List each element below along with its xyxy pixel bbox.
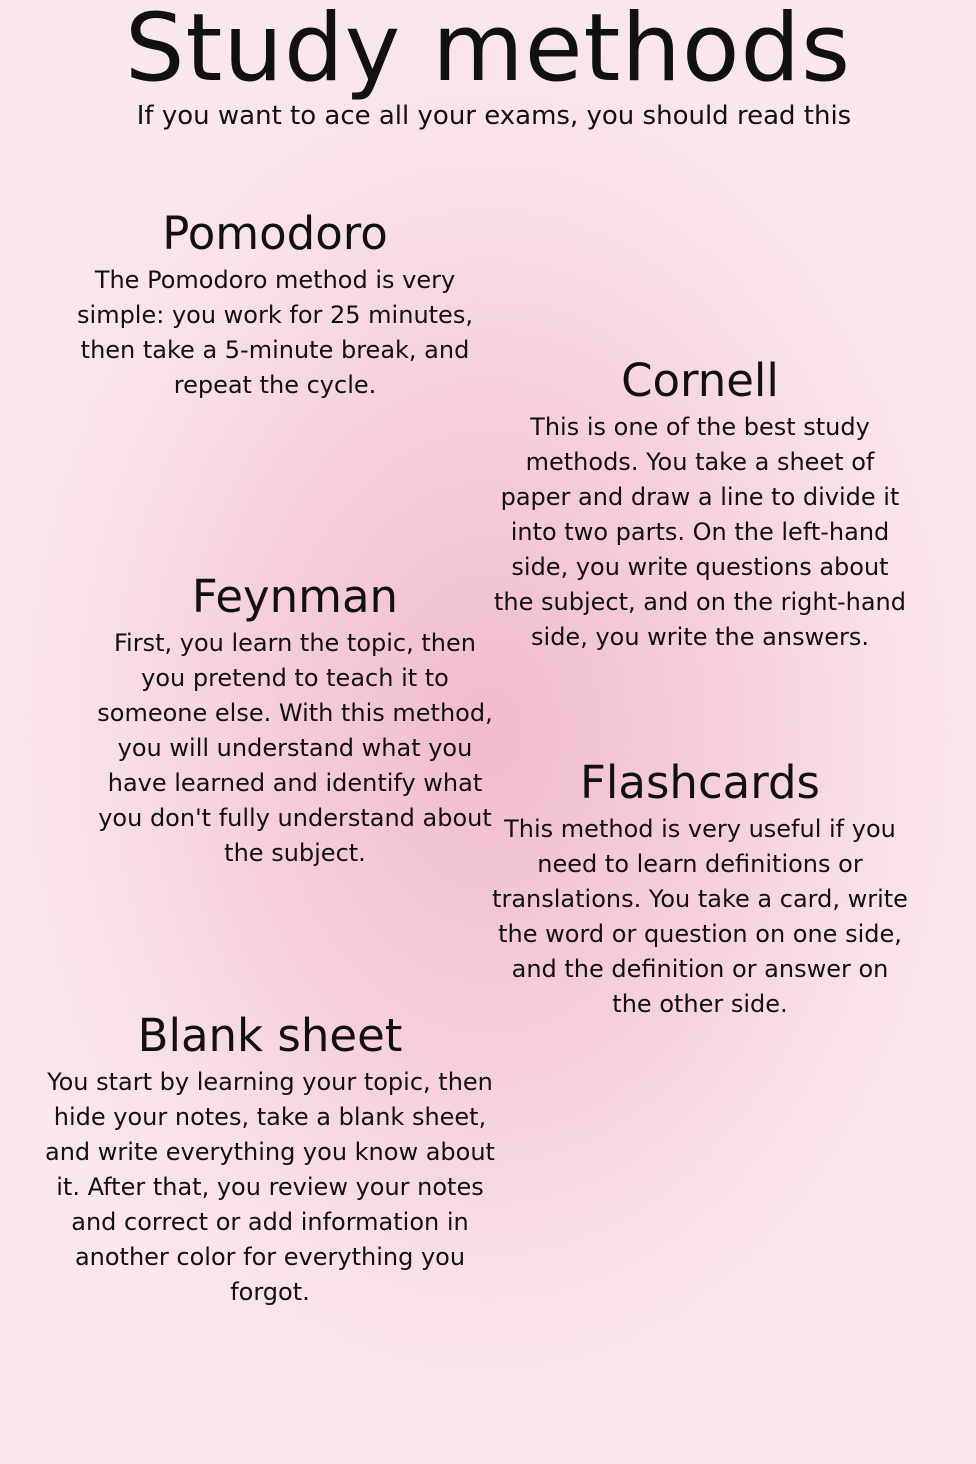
section-body (486, 812, 914, 1022)
body-line: the subject, and on the right-hand (494, 588, 906, 616)
body-line: hide your notes, take a blank sheet, (53, 1103, 487, 1131)
body-line: This method is very useful if you (504, 815, 896, 843)
body-line: it. After that, you review your notes (56, 1173, 484, 1201)
page-subtitle: If you want to ace all your exams, you should read this (136, 101, 852, 131)
section-body (486, 410, 914, 655)
body-line: First, you learn the topic, then (114, 629, 476, 657)
body-line: This is one of the best study (530, 413, 870, 441)
body-line: and correct or add information in (71, 1208, 469, 1236)
section-pomodoro (60, 205, 490, 403)
body-line: another color for everything you (74, 1243, 466, 1271)
body-line: have learned and identify what (107, 769, 483, 797)
body-line: then take a 5-minute break, and (80, 336, 470, 364)
section-body (40, 1065, 500, 1310)
body-line: the other side. (612, 990, 788, 1018)
body-line: the word or question on one side, (498, 920, 902, 948)
section-heading: Cornell (621, 354, 779, 407)
body-line: translations. You take a card, write (492, 885, 908, 913)
body-line: methods. You take a sheet of (525, 448, 875, 476)
section-body (60, 263, 490, 403)
body-line: someone else. With this method, (97, 699, 493, 727)
section-heading: Pomodoro (162, 207, 388, 260)
section-body (80, 626, 510, 871)
body-line: need to learn definitions or (537, 850, 863, 878)
body-line: the subject. (224, 839, 366, 867)
section-heading: Flashcards (580, 756, 820, 809)
section-flashcards (486, 754, 914, 1022)
body-line: you will understand what you (117, 734, 473, 762)
section-cornell (486, 352, 914, 655)
body-line: into two parts. On the left-hand (510, 518, 890, 546)
body-line: and the definition or answer on (511, 955, 889, 983)
section-heading: Feynman (191, 570, 399, 623)
section-feynman (80, 568, 510, 871)
body-line: side, you write questions about (511, 553, 889, 581)
body-line: repeat the cycle. (173, 371, 377, 399)
body-line: forgot. (230, 1278, 310, 1306)
section-blank-sheet (40, 1007, 500, 1310)
body-line: side, you write the answers. (531, 623, 869, 651)
body-line: and write everything you know about (45, 1138, 495, 1166)
body-line: The Pomodoro method is very (94, 266, 456, 294)
body-line: simple: you work for 25 minutes, (77, 301, 473, 329)
body-line: paper and draw a line to divide it (500, 483, 900, 511)
page-title: Study methods (124, 0, 852, 103)
body-line: you pretend to teach it to (141, 664, 449, 692)
body-line: you don't fully understand about (98, 804, 492, 832)
body-line: You start by learning your topic, then (47, 1068, 493, 1096)
section-heading: Blank sheet (137, 1009, 403, 1062)
